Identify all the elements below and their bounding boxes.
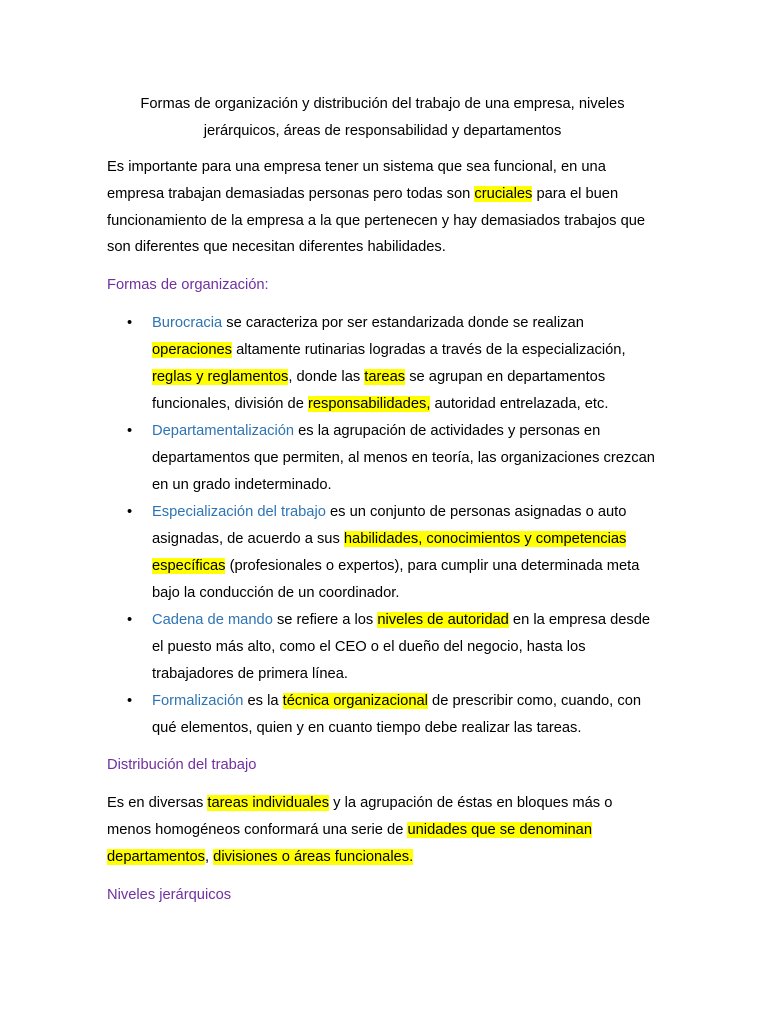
highlight-divisiones: divisiones o áreas funcionales. [213,848,414,865]
item-text: se caracteriza por ser estandarizada donde se realizan [222,315,584,332]
intro-paragraph [107,154,658,261]
list-item-burocracia [107,310,658,418]
item-text: es la [243,693,283,710]
intro-text: para el buen funcionamiento de la empresa a la que pertenecen y hay demasiados trabajos que son diferentes que necesitan diferentes habilidades. [107,185,646,256]
paragraph-text: y la agrupación de éstas en bloques más o menos homogéneos conformará una serie de [107,795,613,838]
highlight-operaciones: operaciones [152,342,233,359]
item-text: en la empresa desde el puesto más alto, como el CEO o el dueño del negocio, hasta los trabajadores de primera línea. [152,612,651,683]
item-text: (profesionales o expertos), para cumplir una determinada meta bajo la conducción de un coordinador. [152,558,640,602]
term-cadena-de-mando: Cadena de mando [152,612,273,629]
item-text: , donde las [288,369,365,386]
highlight-unidades-departamentos: unidades que se denominan departamentos [107,821,593,865]
highlight-tecnica-organizacional: técnica organizacional [282,693,428,710]
bullet-icon: • [127,693,133,710]
item-text: es la agrupación de actividades y personas en departamentos que permiten, al menos en teoría, las organizaciones crezcan en un grado indeterminado. [152,423,655,494]
highlight-tareas: tareas [364,369,406,386]
item-text: de prescribir como, cuando, con qué elementos, quien y en cuanto tiempo debe realizar las tareas. [152,693,642,737]
item-text: altamente rutinarias logradas a través de la especialización, [232,342,626,359]
list-item-formalizacion [107,688,658,742]
highlight-niveles-de-autoridad: niveles de autoridad [377,612,509,629]
paragraph-text: Es en diversas [107,795,208,812]
bullet-icon: • [127,423,133,440]
intro-text: Es importante para una empresa tener un sistema que sea funcional, en una empresa trabajan demasiadas personas pero todas son [107,159,606,202]
term-departamentalizacion: Departamentalización [152,423,295,440]
highlight-habilidades: habilidades, conocimientos y competencias específicas [152,531,627,575]
item-text: se agrupan en departamentos funcionales, división de [152,369,606,413]
bullet-icon: • [127,612,133,629]
organization-forms-list [107,310,658,742]
bullet-icon: • [127,504,133,521]
highlight-tareas-individuales: tareas individuales [207,795,330,812]
highlight-responsabilidades: responsabilidades, [307,396,431,413]
title-line-1: Formas de organización y distribución del trabajo de una empresa, niveles [140,96,625,112]
list-item-especializacion [107,499,658,607]
list-item-cadena-de-mando [107,607,658,688]
heading-distribucion-del-trabajo: Distribución del trabajo [107,757,257,774]
distribucion-paragraph [107,790,658,870]
term-formalizacion: Formalización [152,693,244,710]
list-item-departamentalizacion [107,418,658,499]
highlight-reglas: reglas y reglamentos [152,369,289,386]
item-text: es un conjunto de personas asignadas o auto asignadas, de acuerdo a sus [152,504,627,548]
title-line-2: jerárquicos, áreas de responsabilidad y departamentos [203,123,562,139]
document-title [107,91,658,145]
paragraph-text: , [204,848,214,865]
heading-formas-de-organizacion: Formas de organización: [107,277,269,294]
term-burocracia: Burocracia [152,315,223,332]
item-text: se refiere a los [272,612,378,629]
term-especializacion: Especialización del trabajo [152,504,326,521]
bullet-icon: • [127,315,133,332]
highlight-cruciales: cruciales [474,185,533,202]
item-text: autoridad entrelazada, etc. [430,396,609,413]
heading-niveles-jerarquicos: Niveles jerárquicos [107,886,232,903]
